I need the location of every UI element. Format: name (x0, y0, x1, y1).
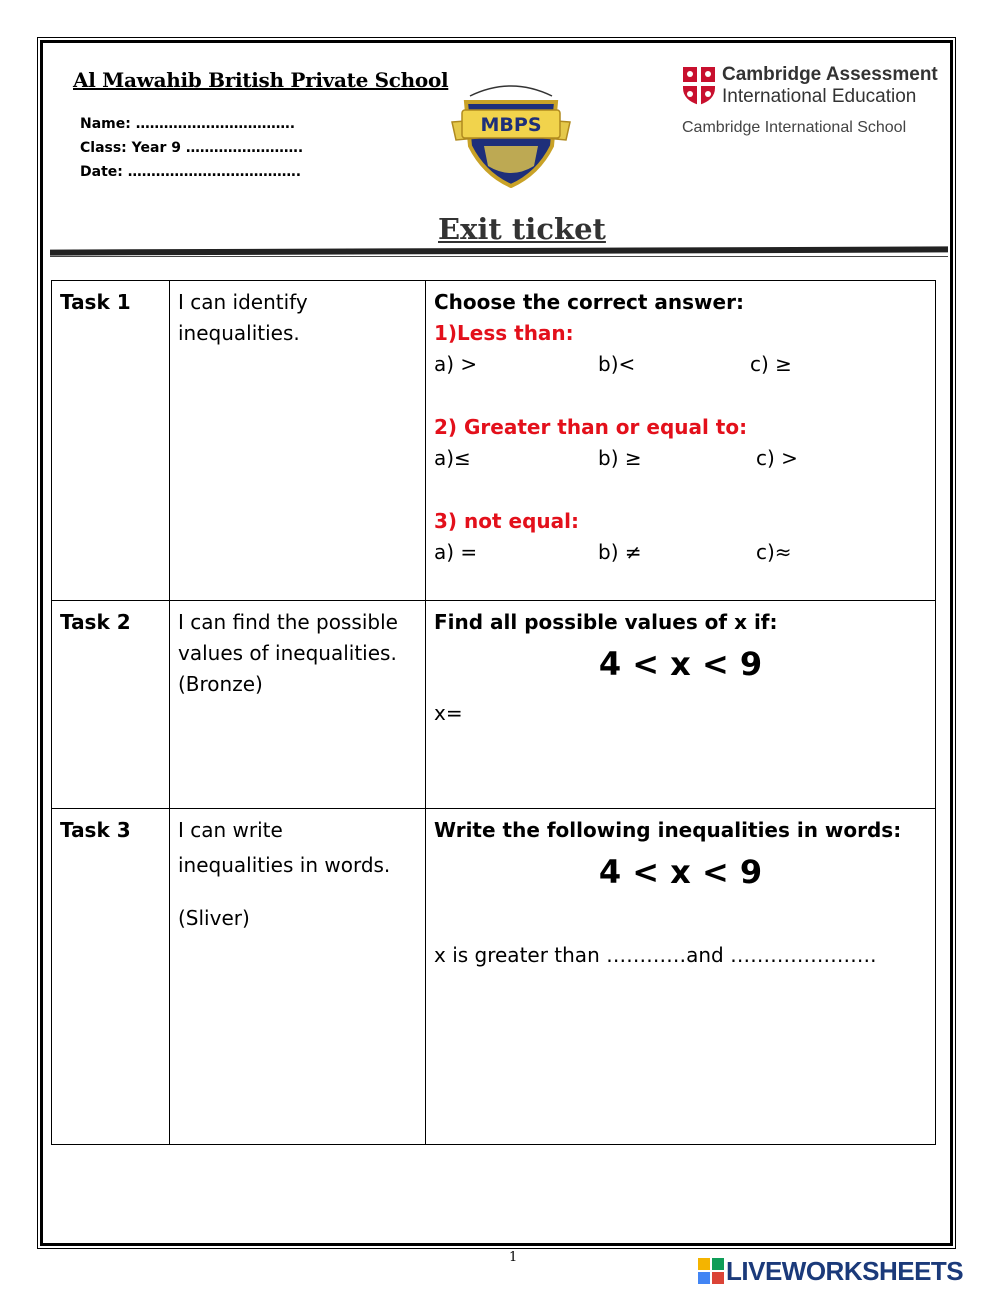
option-c[interactable]: c) > (756, 446, 798, 470)
tasks-table (51, 280, 936, 1145)
table-row (52, 281, 936, 601)
task-level: (Sliver) (178, 906, 250, 930)
task-objective: I can find the possible values of inequalities. (178, 610, 398, 665)
task-content (426, 281, 936, 601)
task-prompt: Write the following inequalities in words: (434, 818, 902, 842)
table-row (52, 601, 936, 809)
option-b[interactable]: b) ≠ (598, 540, 642, 564)
table-row (52, 809, 936, 1145)
date-line: Date: ………………………………. (80, 164, 302, 180)
answer-line[interactable]: x is greater than …………and …………………. (434, 943, 877, 967)
answer-options (434, 443, 927, 475)
cambridge-logo (682, 64, 942, 144)
question-label: 2) Greater than or equal to: (434, 415, 748, 439)
option-c[interactable]: c) ≥ (750, 352, 792, 376)
cambridge-shield-icon (682, 66, 716, 106)
task-objective-cell (170, 809, 426, 1145)
page-title: Exit ticket (438, 212, 606, 246)
task-prompt: Find all possible values of x if: (434, 610, 778, 634)
task-content (426, 809, 936, 1145)
class-line: Class: Year 9 ……………………. (80, 140, 304, 156)
option-c[interactable]: c)≈ (756, 540, 792, 564)
option-a[interactable]: a)≤ (434, 446, 471, 470)
inequality-expression: 4 < x < 9 (598, 645, 763, 683)
question-label: 1)Less than: (434, 321, 574, 345)
answer-options (434, 349, 927, 381)
school-name: Al Mawahib British Private School (73, 68, 449, 92)
header-divider-thin (50, 256, 948, 257)
task-label: Task 3 (52, 809, 170, 1145)
page-number: 1 (509, 1250, 518, 1265)
option-a[interactable]: a) = (434, 540, 478, 564)
school-crest-logo (448, 76, 574, 188)
cambridge-title: Cambridge Assessment (722, 64, 938, 85)
answer-options (434, 537, 927, 569)
inequality-expression: 4 < x < 9 (598, 853, 763, 891)
cambridge-subtitle: International Education (722, 86, 917, 107)
task-level: (Bronze) (178, 672, 263, 696)
task-objective: I can identify inequalities. (170, 281, 426, 601)
option-a[interactable]: a) > (434, 352, 478, 376)
task-label: Task 2 (52, 601, 170, 809)
task-objective: I can write (178, 818, 283, 842)
task-content (426, 601, 936, 809)
logo-text: MBPS (480, 114, 542, 136)
name-line: Name: ……………………………. (80, 116, 296, 132)
question-label: 3) not equal: (434, 509, 579, 533)
liveworksheets-brand: LIVEWORKSHEETS (726, 1256, 964, 1286)
task-label: Task 1 (52, 281, 170, 601)
task-objective-cont: inequalities in words. (178, 853, 391, 877)
option-b[interactable]: b) ≥ (598, 446, 642, 470)
liveworksheets-logo[interactable] (698, 1256, 994, 1286)
task-objective-cell (170, 601, 426, 809)
liveworksheets-blocks-icon (698, 1258, 724, 1284)
cambridge-school-label: Cambridge International School (682, 119, 907, 136)
answer-line[interactable]: x= (434, 701, 463, 725)
option-b[interactable]: b)< (598, 352, 636, 376)
task-prompt: Choose the correct answer: (434, 290, 744, 314)
